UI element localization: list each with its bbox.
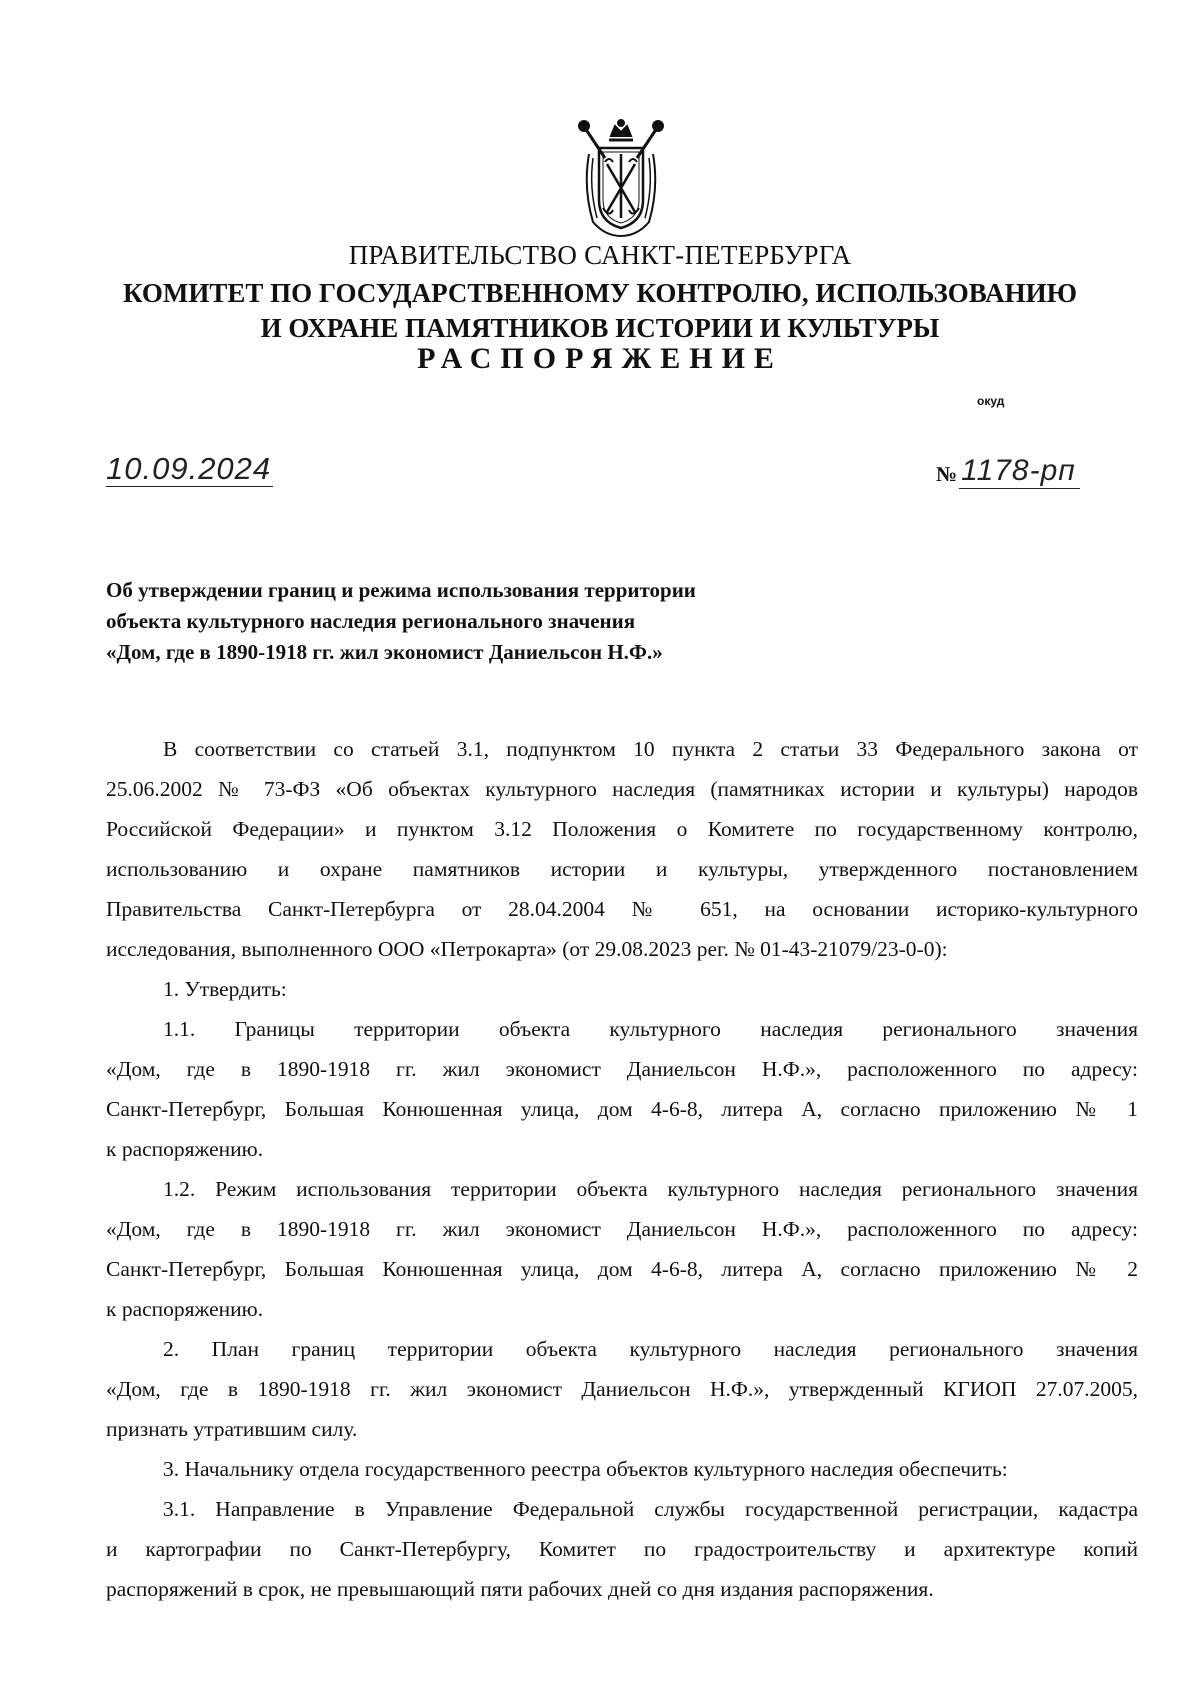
body-line: распоряжений в срок, не превышающий пяти рабочих дней со дня издания распоряжения. (106, 1577, 934, 1601)
body-line: к распоряжению. (106, 1137, 264, 1161)
body-line: «Дом, где в 1890-1918 гг. жил экономист Даниельсон Н.Ф.», расположенного по адресу: (106, 1057, 1138, 1081)
body-line: 25.06.2002 № 73-ФЗ «Об объектах культурного наследия (памятниках истории и культуры) народов (106, 777, 1138, 801)
document-date: 10.09.2024 (106, 451, 272, 486)
body-line: 3. Начальнику отдела государственного реестра объектов культурного наследия обеспечить: (163, 1457, 1008, 1481)
body-line: Санкт-Петербург, Большая Конюшенная улица, дом 4-6-8, литера А, согласно приложению № 2 (106, 1257, 1138, 1281)
document-number (936, 454, 1080, 489)
body-line: 2. План границ территории объекта культурного наследия регионального значения (163, 1337, 1138, 1361)
body-line: и картографии по Санкт-Петербургу, Комитет по градостроительству и архитектуре копий (106, 1537, 1138, 1561)
body-line: Санкт-Петербург, Большая Конюшенная улица, дом 4-6-8, литера А, согласно приложению № 1 (106, 1097, 1138, 1121)
body-line: 1.2. Режим использования территории объекта культурного наследия регионального значения (163, 1177, 1138, 1201)
government-name: ПРАВИТЕЛЬСТВО САНКТ-ПЕТЕРБУРГА (348, 240, 852, 270)
body-line: Правительства Санкт-Петербурга от 28.04.2004 № 651, на основании историко-культурного (106, 897, 1138, 921)
document-body (106, 729, 1138, 1609)
body-line: к распоряжению. (106, 1297, 264, 1321)
body-line: «Дом, где в 1890-1918 гг. жил экономист Даниельсон Н.Ф.», расположенного по адресу: (106, 1217, 1138, 1241)
body-line: В соответствии со статьей 3.1, подпунктом 10 пункта 2 статьи 33 Федерального закона от (163, 737, 1138, 761)
committee-name (0, 276, 1200, 346)
body-line: признать утратившим силу. (106, 1417, 358, 1441)
number-sign: № (936, 462, 958, 486)
document-title (106, 575, 866, 668)
okud-label: окуд (977, 394, 1005, 408)
coat-of-arms-emblem (575, 118, 667, 240)
title-line: Об утверждении границ и режима использования территории (106, 578, 696, 602)
body-line: 3.1. Направление в Управление Федеральной службы государственной регистрации, кадастра (163, 1497, 1138, 1521)
document-type: РАСПОРЯЖЕНИЕ (417, 342, 783, 375)
title-line: объекта культурного наследия регионального значения (106, 609, 636, 633)
committee-name-line-1: КОМИТЕТ ПО ГОСУДАРСТВЕННОМУ КОНТРОЛЮ, ИСПОЛЬЗОВАНИЮ (123, 278, 1077, 308)
number-value: 1178-рп (959, 454, 1080, 489)
body-line: исследования, выполненного ООО «Петрокарта» (от 29.08.2023 рег. № 01-43-21079/23-0-0): (106, 937, 948, 961)
committee-name-line-2: И ОХРАНЕ ПАМЯТНИКОВ ИСТОРИИ И КУЛЬТУРЫ (260, 313, 940, 343)
title-line: «Дом, где в 1890-1918 гг. жил экономист Даниельсон Н.Ф.» (106, 640, 663, 664)
body-line: 1. Утвердить: (163, 977, 287, 1001)
body-line: 1.1. Границы территории объекта культурного наследия регионального значения (163, 1017, 1138, 1041)
body-line: использованию и охране памятников истории и культуры, утвержденного постановлением (106, 857, 1138, 881)
body-line: Российской Федерации» и пунктом 3.12 Положения о Комитете по государственному контролю, (106, 817, 1138, 841)
body-line: «Дом, где в 1890-1918 гг. жил экономист Даниельсон Н.Ф.», утвержденный КГИОП 27.07.2005, (106, 1377, 1138, 1401)
